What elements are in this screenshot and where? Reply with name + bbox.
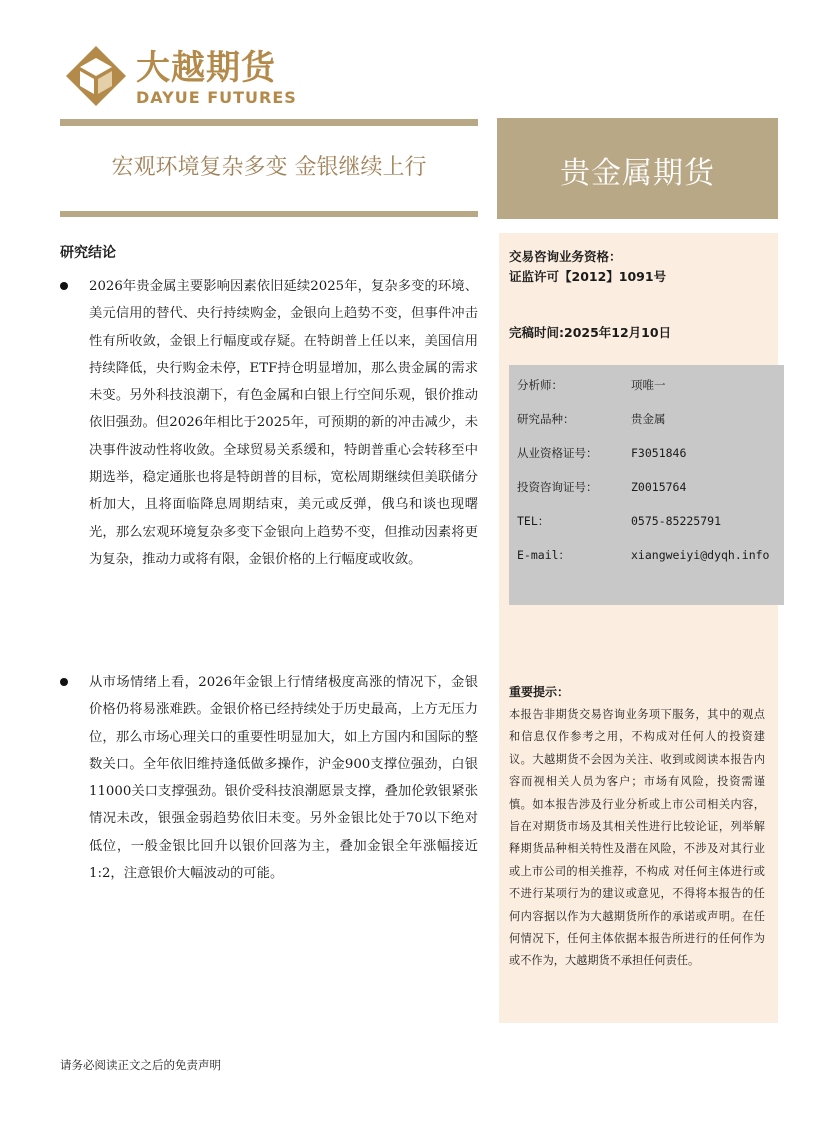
practice-license-row xyxy=(517,443,784,463)
disclaimer-footer: 请务必阅读正文之后的免责声明 xyxy=(60,1058,221,1072)
analyst-row xyxy=(517,375,784,395)
email-label: E-mail： xyxy=(517,548,571,562)
email-row xyxy=(517,545,784,565)
info-sidebar xyxy=(499,233,778,1023)
diamond-cube-icon xyxy=(64,44,128,108)
conclusion-item xyxy=(60,273,478,613)
notice-text: 本报告非期货交易咨询业务项下服务，其中的观点和信息仅作参考之用，不构成对任何人的投资建议。大越期货不会因为关注、收到或阅读本报告内容而视相关人员为客户；市场有风险，投资需谨慎。如本报告涉及行业分析或上市公司相关内容，旨在对期货市场及其相关性进行比较论证，列举解释期货品种相关特性及潜在风险，不涉及对其行业或上市公司的相关推荐，不构成 对任何主体进行或不进行某项行为的建议或意见，不得将本报告的任何内容据以作为大越期货所作的承诺或声明。在任何情况下，任何主体依据本报告所进行的任何作为或不作为，大越期货不承担任何责任。 xyxy=(509,708,765,968)
analyst-label: 分析师： xyxy=(517,378,563,392)
bullet-icon xyxy=(60,282,68,290)
advisory-license-row xyxy=(517,477,784,497)
variety-value: 贵金属 xyxy=(631,412,666,426)
qualification xyxy=(509,247,666,287)
section-title: 研究结论 xyxy=(60,245,116,261)
analyst-info-box xyxy=(509,365,784,605)
notice-title: 重要提示： xyxy=(509,685,570,699)
advisory-license-value: Z0015764 xyxy=(631,480,687,494)
bullet-icon xyxy=(60,678,68,686)
header-bar-top xyxy=(60,119,478,126)
conclusion-text: 从市场情绪上看，2026年金银上行情绪极度高涨的情况下，金银价格仍将易涨难跌。金银价格已经持续处于历史最高，上方无压力位，那么市场心理关口的重要性明显加大，如上方国内和国际的整数关口。全年依旧维持逢低做多操作，沪金900支撑位强劲，白银11000关口支撑强劲。银价受科技浪潮愿景支撑，叠加伦敦银紧张情况未改，银强金弱趋势依旧未变。另外金银比处于70以下绝对低位，一般金银比回升以银价回落为主，叠加金银全年涨幅接近1:2，注意银价大幅波动的可能。 xyxy=(89,675,478,882)
completion-time: 完稿时间:2025年12月10日 xyxy=(509,325,672,340)
analyst-value: 项唯一 xyxy=(631,378,666,392)
logo-name-cn: 大越期货 xyxy=(136,48,276,88)
variety-row xyxy=(517,409,784,429)
report-headline: 宏观环境复杂多变 金银继续上行 xyxy=(111,155,427,180)
email-value: xiangweiyi@dyqh.info xyxy=(631,548,770,562)
logo-name-en: DAYUE FUTURES xyxy=(136,88,297,107)
conclusion-text: 2026年贵金属主要影响因素依旧延续2025年，复杂多变的环境、美元信用的替代、央行持续购金，金银向上趋势不变，但事件冲击性有所收敛，金银上行幅度或存疑。在特朗普上任以来，美国信用持续降低，央行购金未停，ETF持仓明显增加，那么贵金属的需求未变。另外科技浪潮下，有色金属和白银上行空间乐观，银价推动依旧强劲。但2026年相比于2025年，可预期的新的冲击减少，未决事件波动性将收敛。全球贸易关系缓和，特朗普重心会转移至中期选举，稳定通胀也将是特朗普的目标，宽松周期继续但美联储分析加大，且将面临降息周期结束，美元或反弹，俄乌和谈也现曙光，那么宏观环境复杂多变下金银向上趋势不变，但推动因素将更为复杂，推动力或将有限，金银价格的上行幅度或收敛。 xyxy=(89,279,478,567)
tel-label: TEL： xyxy=(517,514,550,528)
qualification-label: 交易咨询业务资格： xyxy=(509,249,622,264)
license-number: 证监许可【2012】1091号 xyxy=(509,269,667,284)
category-banner xyxy=(497,118,778,219)
tel-row xyxy=(517,511,784,531)
variety-label: 研究品种： xyxy=(517,412,575,426)
practice-license-value: F3051846 xyxy=(631,446,687,460)
category-title: 贵金属期货 xyxy=(560,156,715,191)
tel-value: 0575-85225791 xyxy=(631,514,722,528)
practice-license-label: 从业资格证号： xyxy=(517,446,598,460)
advisory-license-label: 投资咨询证号： xyxy=(517,480,598,494)
conclusion-item xyxy=(60,669,478,899)
header-bar-bottom xyxy=(60,211,478,217)
company-logo xyxy=(64,44,297,114)
